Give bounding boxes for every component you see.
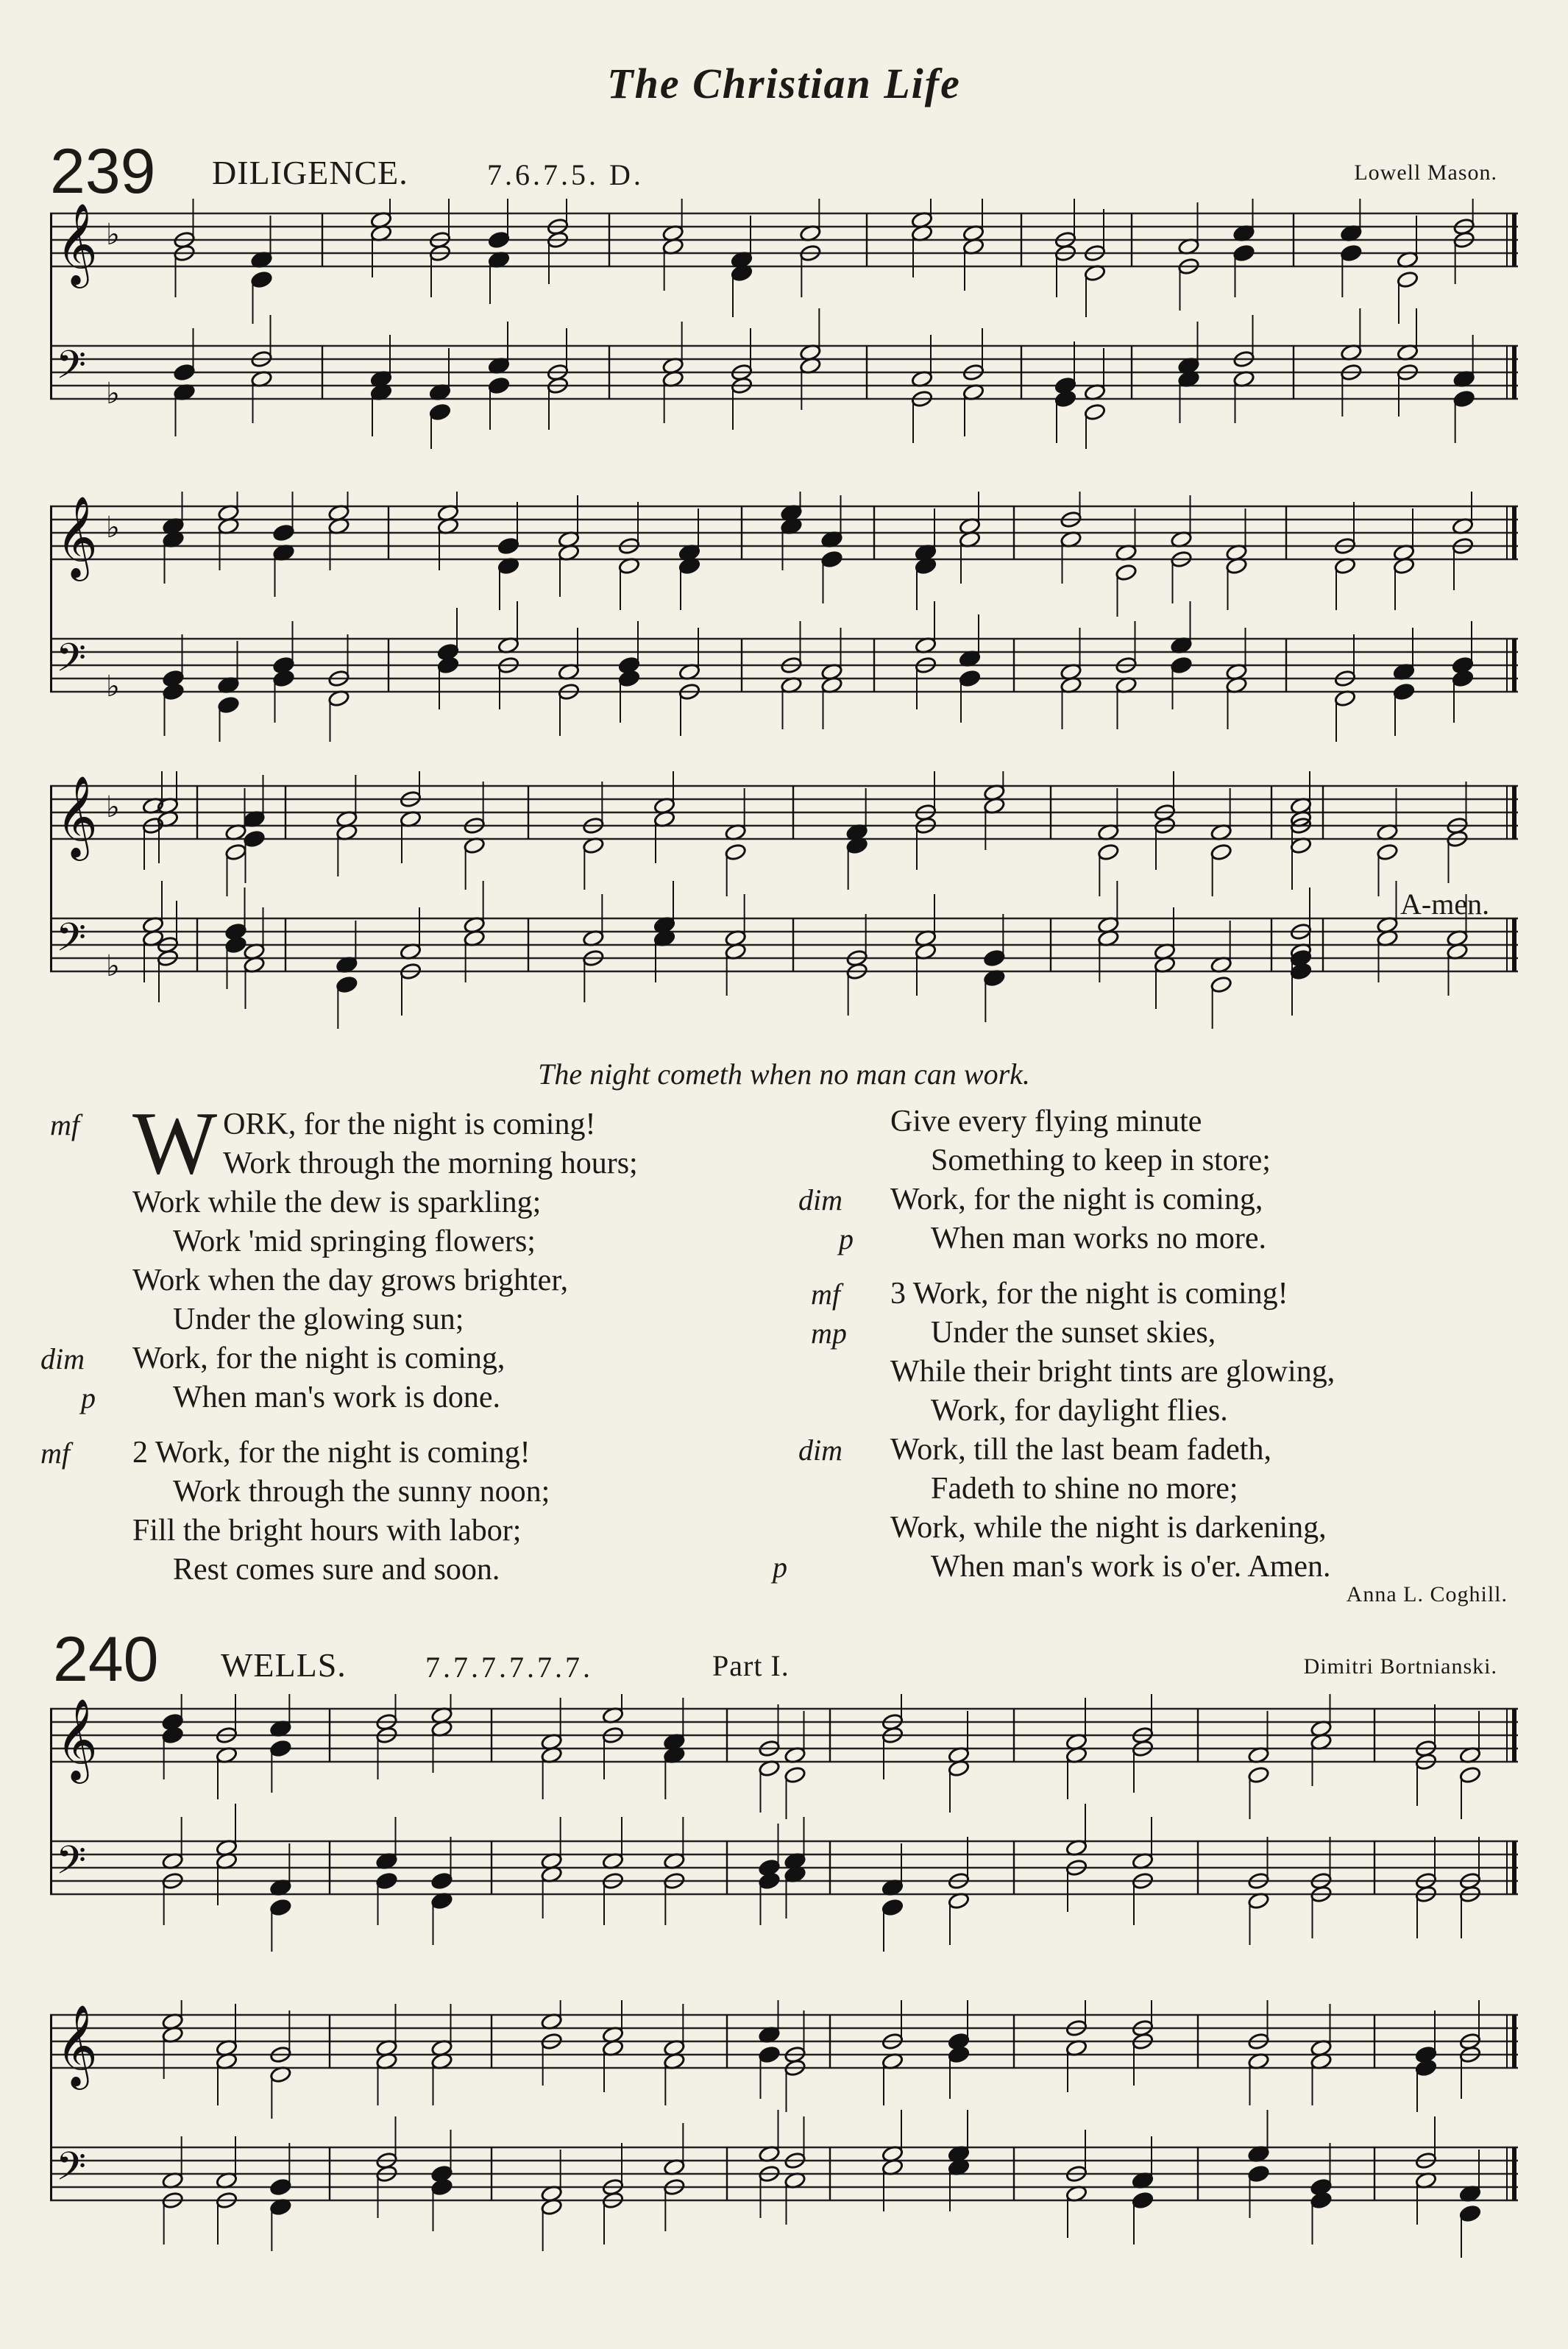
verse-text: 2 Work, for the night is coming!	[132, 1436, 531, 1470]
note-head	[1376, 843, 1398, 862]
flat-icon: ♭	[106, 670, 120, 704]
dynamic-mark: p	[81, 1381, 96, 1414]
grand-staff	[50, 199, 1518, 449]
note-head	[250, 271, 272, 289]
verse-line	[798, 1431, 1508, 1470]
verse-text: Give every flying minute	[890, 1105, 1202, 1138]
dynamic-mark: p	[773, 1551, 787, 1584]
dynamic-mark: mf	[50, 1108, 79, 1141]
note-head	[497, 537, 519, 556]
note-head	[1453, 390, 1475, 408]
verse-line	[132, 1300, 780, 1339]
flat-icon: ♭	[106, 790, 120, 824]
meter: 7.7.7.7.7.7.	[425, 1651, 593, 1684]
music-system-5	[50, 2000, 1525, 2265]
note-head	[224, 843, 246, 862]
verse-text: When man's work is o'er. Amen.	[931, 1550, 1331, 1584]
note-head	[948, 2046, 970, 2064]
music-system-1	[50, 199, 1525, 449]
verse-text: Fill the bright hours with labor;	[132, 1514, 522, 1548]
note-head	[269, 1899, 291, 1917]
score-system-5	[50, 2000, 1525, 2265]
note-head	[217, 696, 239, 715]
bass-clef-icon: 𝄢	[56, 1838, 87, 1893]
tune-name: DILIGENCE.	[212, 154, 408, 191]
verse-text: Work, for the night is coming,	[132, 1342, 505, 1375]
verse-line	[890, 1392, 1508, 1431]
note-head	[758, 1872, 780, 1891]
treble-clef-icon: 𝄞	[56, 1698, 98, 1780]
dynamic-mark: dim	[798, 1183, 842, 1216]
verse-line	[811, 1314, 1508, 1353]
stanza-3	[773, 1275, 1508, 1587]
verse-text: Work through the morning hours;	[223, 1147, 638, 1180]
bass-clef-icon: 𝄢	[56, 2144, 87, 2199]
note-head	[1459, 1766, 1481, 1785]
note-head	[881, 1899, 904, 1917]
verse-line	[132, 1222, 780, 1261]
verse-line	[132, 1144, 780, 1183]
score-system-3	[50, 771, 1525, 1036]
note-head	[1210, 976, 1232, 994]
note-head	[437, 656, 459, 675]
verse-line	[132, 1473, 780, 1512]
verse-text: Work, for the night is coming,	[890, 1183, 1263, 1216]
dynamic-mark: dim	[40, 1342, 85, 1375]
score-system-4	[50, 1694, 1525, 1959]
flat-icon: ♭	[106, 511, 120, 545]
verse-line	[40, 1434, 780, 1473]
verse-text: Rest comes sure and soon.	[173, 1553, 500, 1587]
verse-text: Under the sunset skies,	[931, 1316, 1216, 1350]
epigraph: The night cometh when no man can work.	[538, 1057, 1030, 1091]
verse-text: Work, for daylight flies.	[931, 1394, 1228, 1428]
amen-label: A-men.	[1400, 887, 1490, 921]
dynamic-mark: mf	[40, 1436, 70, 1470]
note-head	[758, 2046, 780, 2064]
note-head	[1132, 2192, 1154, 2210]
hymn-number: 240	[53, 1624, 159, 1695]
verse-line	[132, 1551, 780, 1590]
note-head	[272, 670, 294, 688]
verse-line	[890, 1470, 1508, 1509]
part-label: Part I.	[712, 1649, 790, 1682]
note-head	[784, 1766, 806, 1785]
verse-line	[132, 1261, 780, 1300]
composer: Dimitri Bortnianski.	[1303, 1654, 1497, 1679]
stanza-1	[40, 1094, 780, 1417]
verse-text: 3 Work, for the night is coming!	[890, 1277, 1288, 1311]
note-head	[959, 670, 981, 688]
note-head	[162, 1726, 184, 1745]
note-head	[1097, 843, 1119, 862]
note-head	[1459, 2205, 1481, 2223]
score-system-1	[50, 199, 1525, 449]
verse-line	[81, 1378, 780, 1417]
note-head	[1054, 390, 1076, 408]
note-head	[1290, 963, 1312, 981]
bass-clef-icon: 𝄢	[56, 915, 87, 970]
note-head	[1232, 244, 1255, 263]
note-head	[1452, 670, 1474, 688]
note-head	[725, 843, 747, 862]
bass-clef-icon: 𝄢	[56, 343, 87, 397]
verse-text: Something to keep in store;	[931, 1144, 1271, 1177]
note-head	[1397, 271, 1419, 289]
note-head	[1310, 2192, 1332, 2210]
verse-line	[811, 1275, 1508, 1314]
verse-text: When man works no more.	[931, 1222, 1267, 1255]
note-head	[983, 949, 1005, 968]
note-head	[1393, 683, 1415, 701]
music-system-3	[50, 771, 1525, 1036]
grand-staff	[50, 2000, 1518, 2258]
treble-clef-icon: 𝄞	[56, 202, 98, 285]
verse-line	[890, 1353, 1508, 1392]
verse-text: Work while the dew is sparkling;	[132, 1186, 542, 1219]
note-head	[272, 524, 294, 542]
verse-line	[773, 1548, 1508, 1587]
verse-text: Work, till the last beam fadeth,	[890, 1433, 1271, 1467]
verse-text: ORK, for the night is coming!	[223, 1108, 596, 1141]
note-head	[820, 550, 842, 569]
grand-staff	[50, 771, 1518, 1029]
note-head	[430, 1872, 453, 1891]
treble-clef-icon: 𝄞	[56, 495, 98, 578]
note-head	[1247, 1766, 1269, 1785]
flat-icon: ♭	[106, 949, 120, 983]
meter: 7.6.7.5. D.	[487, 158, 644, 191]
note-head	[243, 830, 265, 848]
stanza-2-continued	[798, 1102, 1508, 1258]
verse-line	[890, 1509, 1508, 1548]
grand-staff	[50, 1694, 1518, 1952]
dynamic-mark: dim	[798, 1434, 842, 1467]
running-head: The Christian Life	[607, 60, 961, 107]
verse-line	[890, 1102, 1508, 1141]
verse-text: Work, while the night is darkening,	[890, 1511, 1327, 1545]
note-head	[269, 1740, 291, 1758]
note-head	[1210, 843, 1232, 862]
verse-text: Work when the day grows brighter,	[132, 1264, 569, 1297]
note-head	[488, 377, 510, 395]
note-head	[1415, 2059, 1437, 2077]
note-head	[430, 2178, 453, 2197]
bass-clef-icon: 𝄢	[56, 636, 87, 690]
drop-cap: W	[132, 1094, 218, 1193]
grand-staff	[50, 492, 1518, 742]
note-head	[269, 2178, 291, 2197]
note-head	[1170, 656, 1192, 675]
verse-text: When man's work is done.	[173, 1381, 500, 1414]
composer: Lowell Mason.	[1354, 160, 1497, 185]
treble-clef-icon: 𝄞	[56, 775, 98, 857]
verse-text: Work 'mid springing flowers;	[173, 1225, 536, 1258]
score-system-2	[50, 492, 1525, 742]
verse-line	[132, 1183, 780, 1222]
hymn-author: Anna L. Coghill.	[1346, 1582, 1508, 1606]
tune-name: WELLS.	[221, 1646, 347, 1684]
music-system-2	[50, 492, 1525, 742]
verse-line	[890, 1141, 1508, 1180]
note-head	[429, 403, 451, 422]
verse-text: While their bright tints are glowing,	[890, 1355, 1335, 1389]
verse-line	[798, 1180, 1508, 1219]
verse-text: Fadeth to shine no more;	[931, 1472, 1238, 1506]
note-head	[488, 231, 510, 249]
note-head	[224, 936, 246, 954]
dynamic-mark: mp	[811, 1317, 847, 1350]
verse-line	[839, 1219, 1508, 1258]
note-head	[1340, 244, 1362, 263]
note-head	[1115, 564, 1137, 582]
note-head	[162, 683, 184, 701]
verse-text: Under the glowing sun;	[173, 1303, 464, 1336]
note-head	[1247, 2165, 1269, 2183]
note-head	[173, 364, 195, 382]
music-system-4	[50, 1694, 1525, 1959]
note-head	[1084, 403, 1106, 422]
note-head	[375, 1872, 397, 1891]
note-head	[618, 670, 640, 688]
note-head	[336, 976, 358, 994]
verse-line	[40, 1339, 780, 1378]
verse-line	[132, 1512, 780, 1551]
dynamic-mark: p	[839, 1222, 854, 1255]
flat-icon: ♭	[106, 218, 120, 252]
treble-clef-icon: 𝄞	[56, 2004, 98, 2086]
hymn-number: 239	[50, 136, 156, 207]
flat-icon: ♭	[106, 377, 120, 411]
dynamic-mark: mf	[811, 1278, 840, 1311]
stanza-2	[40, 1434, 780, 1590]
verse-text: Work through the sunny noon;	[173, 1475, 550, 1509]
